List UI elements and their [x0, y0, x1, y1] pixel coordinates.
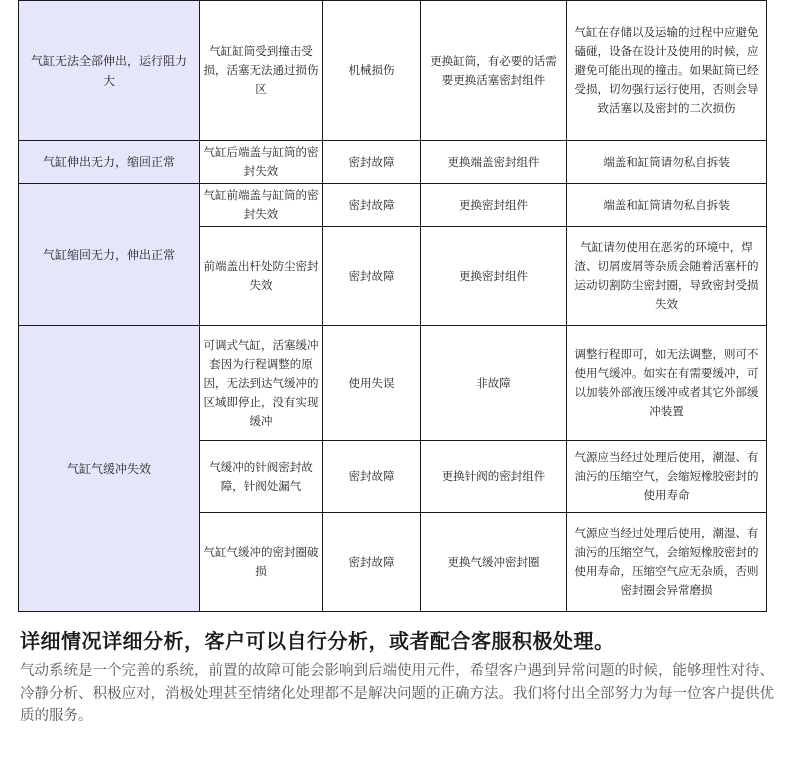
solution-cell: 更换端盖密封组件: [421, 141, 567, 184]
fault-type-cell: 密封故障: [323, 141, 421, 184]
note-cell: 气缸请勿使用在恶劣的环境中，焊渣、切屑废屑等杂质会随着活塞杆的运动切割防尘密封圈，导致密封受损失效: [567, 227, 767, 326]
fault-cause-cell: 可调式气缸，活塞缓冲套因为行程调整的原因，无法到达气缓冲的区域即停止，没有实现缓冲: [200, 326, 323, 441]
fault-cause-cell: 气缓冲的针阀密封故障，针阀处漏气: [200, 441, 323, 513]
fault-symptom-cell: 气缸缩回无力，伸出正常: [19, 184, 200, 326]
fault-type-cell: 密封故障: [323, 513, 421, 612]
solution-cell: 非故障: [421, 326, 567, 441]
table-row: [19, 141, 767, 184]
solution-cell: 更换气缓冲密封圈: [421, 513, 567, 612]
fault-table-container: [18, 0, 766, 612]
fault-type-cell: 密封故障: [323, 227, 421, 326]
solution-cell: 更换缸筒，有必要的话需要更换活塞密封组件: [421, 1, 567, 141]
fault-type-cell: 机械损伤: [323, 1, 421, 141]
table-row: [19, 184, 767, 227]
solution-cell: 更换针阀的密封组件: [421, 441, 567, 513]
fault-type-cell: 使用失误: [323, 326, 421, 441]
fault-symptom-cell: 气缸气缓冲失效: [19, 326, 200, 612]
table-row: [19, 1, 767, 141]
fault-cause-cell: 气缸缸筒受到撞击受损，活塞无法通过损伤区: [200, 1, 323, 141]
note-cell: 端盖和缸筒请勿私自拆装: [567, 141, 767, 184]
fault-cause-cell: 气缸后端盖与缸筒的密封失效: [200, 141, 323, 184]
fault-table: [18, 0, 767, 612]
note-cell: 气源应当经过处理后使用，潮湿、有油污的压缩空气，会缩短橡胶密封的使用寿命: [567, 441, 767, 513]
note-cell: 端盖和缸筒请勿私自拆装: [567, 184, 767, 227]
fault-cause-cell: 气缸气缓冲的密封圈破损: [200, 513, 323, 612]
solution-cell: 更换密封组件: [421, 184, 567, 227]
fault-symptom-cell: 气缸伸出无力，缩回正常: [19, 141, 200, 184]
note-cell: 气源应当经过处理后使用，潮湿、有油污的压缩空气，会缩短橡胶密封的使用寿命，压缩空气应无杂质，否则密封圈会异常磨损: [567, 513, 767, 612]
table-row: [19, 326, 767, 441]
fault-type-cell: 密封故障: [323, 441, 421, 513]
fault-cause-cell: 气缸前端盖与缸筒的密封失效: [200, 184, 323, 227]
note-cell: 气缸在存储以及运输的过程中应避免磕碰，设备在设计及使用的时候，应避免可能出现的撞击。如果缸筒已经受损，切勿强行运行使用，否则会导致活塞以及密封的二次损伤: [567, 1, 767, 141]
fault-cause-cell: 前端盖出杆处防尘密封失效: [200, 227, 323, 326]
summary-heading: 详细情况详细分析，客户可以自行分析，或者配合客服积极处理。: [20, 629, 615, 653]
summary-section: [20, 626, 776, 728]
solution-cell: 更换密封组件: [421, 227, 567, 326]
fault-type-cell: 密封故障: [323, 184, 421, 227]
note-cell: 调整行程即可，如无法调整，则可不使用气缓冲。如实在有需要缓冲，可以加装外部液压缓冲或者其它外部缓冲装置: [567, 326, 767, 441]
fault-symptom-cell: 气缸无法全部伸出，运行阻力大: [19, 1, 200, 141]
summary-body: 气动系统是一个完善的系统，前置的故障可能会影响到后端使用元件，希望客户遇到异常问题的时候，能够理性对待、冷静分析、积极应对，消极处理甚至情绪化处理都不是解决问题的正确方法。我们将付出全部努力为每一位客户提供优质的服务。: [20, 663, 774, 724]
